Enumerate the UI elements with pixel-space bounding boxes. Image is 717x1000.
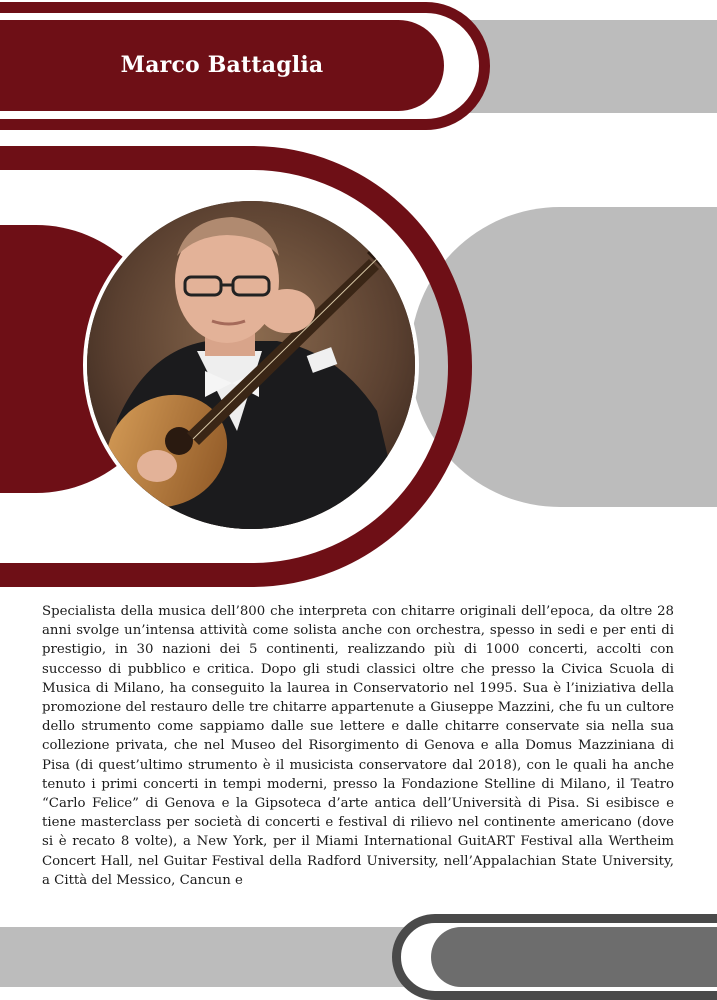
- artist-name: Marco Battaglia: [120, 52, 324, 78]
- biography-text: Specialista della musica dell’800 che interpreta con chitarre originali dell’epoca, da oltre 28 anni svolge un’intensa attività come solista anche con orchestra, spesso in sedi e per enti di prestigio, in 30 nazioni dei 5 continenti, realizzando più di 1000 concerti, accolti con successo di pubblico e critica. Dopo gli studi classici oltre che presso la Civica Scuola di Musica di Milano, ha conseguito la laurea in Conservatorio nel 1995. Sua è l’iniziativa della promozione del restauro delle tre chitarre appartenute a Giuseppe Mazzini, che fu un cultore dello strumento come sappiamo dalle sue lettere e dalle chitarre conservate sia nella sua collezione privata, che nel Museo del Risorgimento di Genova e alla Domus Mazziniana di Pisa (di quest’ultimo strumento è il musicista conservatore dal 2018), con le quali ha anche tenuto i primi concerti in tempi moderni, presso la Fondazione Stelline di Milano, il Teatro “Carlo Felice” di Genova e la Gipsoteca d’arte antica dell’Università di Pisa. Si esibisce e tiene masterclass per società di concerti e festival di rilievo nel continente americano (dove si è recato 8 volte), a New York, per il Miami International GuitART Festival alla Wertheim Concert Hall, nel Guitar Festival della Radford University, nell’Appalachian State University, a Città del Messico, Cancun e: [42, 604, 674, 888]
- footer-dark-pill: [431, 927, 717, 987]
- footer-gray-band: [0, 927, 460, 987]
- portrait-photo: [83, 197, 419, 533]
- portrait-illustration: [87, 201, 419, 533]
